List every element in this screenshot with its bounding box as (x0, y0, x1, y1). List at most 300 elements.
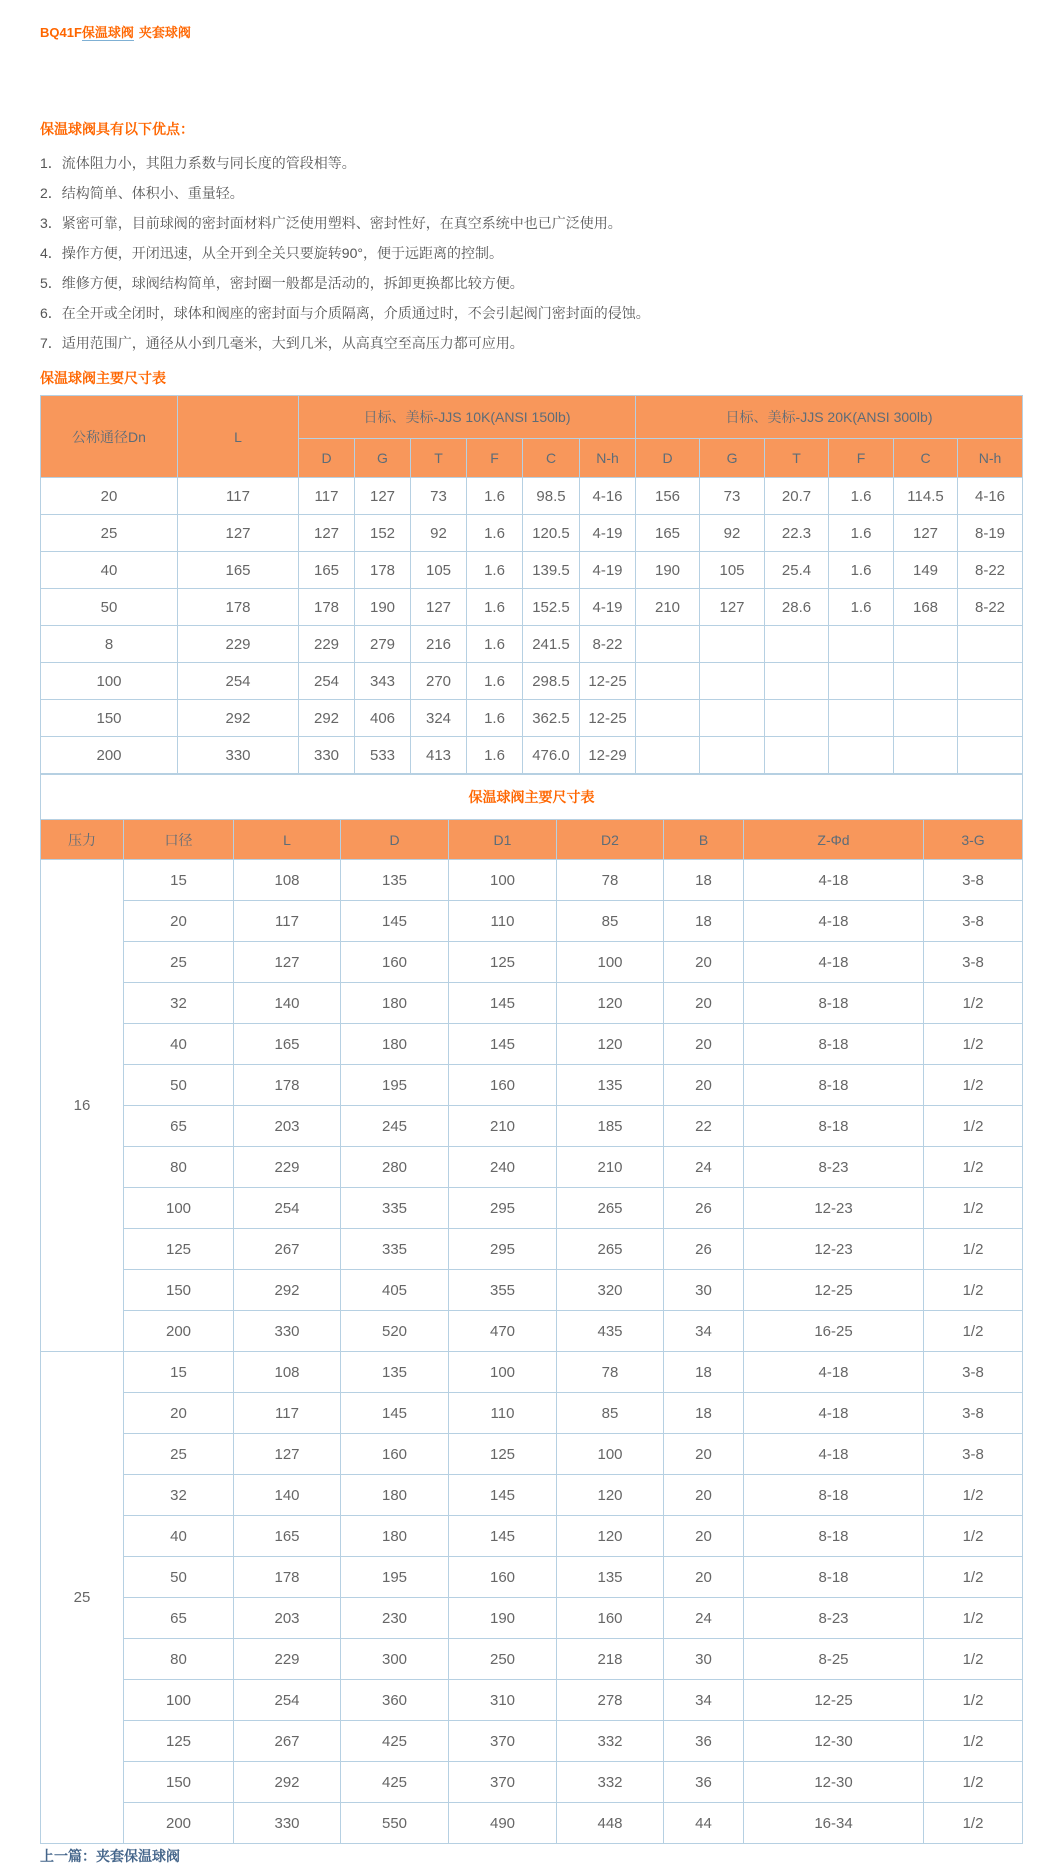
table2-row (41, 1270, 1023, 1311)
table2-cell: 229 (234, 1639, 341, 1680)
table2-cell: 405 (341, 1270, 449, 1311)
table2-row (41, 1639, 1023, 1680)
table1-cell: 8-19 (958, 515, 1023, 552)
table1-cell: 279 (355, 626, 411, 663)
table2-cell: 12-23 (744, 1188, 924, 1229)
table2-cell: 1/2 (924, 1516, 1023, 1557)
advantage-item: 5．维修方便，球阀结构简单，密封圈一般都是活动的，拆卸更换都比较方便。 (40, 275, 524, 291)
table1-cell: 229 (299, 626, 355, 663)
table1-row (41, 626, 1023, 663)
advantage-item: 1．流体阻力小，其阻力系数与同长度的管段相等。 (40, 155, 356, 171)
table2-header: L (234, 820, 341, 860)
table2-cell: 8-25 (744, 1639, 924, 1680)
dimensions-table-flange (40, 395, 1023, 774)
table2-cell: 34 (664, 1680, 744, 1721)
table2-cell: 278 (557, 1680, 664, 1721)
table2-cell: 218 (557, 1639, 664, 1680)
table2-cell: 370 (449, 1762, 557, 1803)
table2-cell: 1/2 (924, 1147, 1023, 1188)
table2-cell: 3-8 (924, 942, 1023, 983)
table1-subheader: C (523, 439, 580, 478)
table1-cell (765, 737, 829, 774)
table1-cell: 139.5 (523, 552, 580, 589)
table2-cell: 36 (664, 1762, 744, 1803)
table1-subheader: N-h (958, 439, 1023, 478)
table1-subheader: F (829, 439, 894, 478)
table2-cell: 332 (557, 1762, 664, 1803)
table1-cell (636, 737, 700, 774)
table2-cell: 26 (664, 1229, 744, 1270)
table1-cell: 117 (178, 478, 299, 515)
table1-cell: 178 (299, 589, 355, 626)
table1-cell: 324 (411, 700, 467, 737)
table1-group-header-row (41, 396, 1023, 439)
table2-cell: 1/2 (924, 1762, 1023, 1803)
table2-cell: 110 (449, 1393, 557, 1434)
table2-cell: 200 (124, 1311, 234, 1352)
table2-row (41, 1598, 1023, 1639)
table1-cell: 165 (178, 552, 299, 589)
table1-subheader: C (894, 439, 958, 478)
table1-cell (958, 700, 1023, 737)
table1-cell: 149 (894, 552, 958, 589)
table2-cell: 8-18 (744, 1557, 924, 1598)
table2-cell: 335 (341, 1229, 449, 1270)
table2-cell: 65 (124, 1106, 234, 1147)
table2-cell: 24 (664, 1598, 744, 1639)
table1-cell: 127 (894, 515, 958, 552)
table2-cell: 145 (341, 1393, 449, 1434)
title-product-link[interactable]: 保温球阀 (81, 25, 134, 40)
table2-cell: 490 (449, 1803, 557, 1844)
table2-cell: 4-18 (744, 1352, 924, 1393)
table1-cell: 292 (178, 700, 299, 737)
table2-cell: 44 (664, 1803, 744, 1844)
table2-cell: 1/2 (924, 1721, 1023, 1762)
table2-cell: 108 (234, 1352, 341, 1393)
table1-cell: 200 (41, 737, 178, 774)
table1-cell: 20.7 (765, 478, 829, 515)
table1-cell: 12-25 (580, 663, 636, 700)
table2-cell: 4-18 (744, 860, 924, 901)
table2-cell: 120 (557, 983, 664, 1024)
table2-cell: 1/2 (924, 1270, 1023, 1311)
table2-cell: 1/2 (924, 1311, 1023, 1352)
table1-subheader: N-h (580, 439, 636, 478)
table2-cell: 4-18 (744, 901, 924, 942)
table2-caption-row (41, 775, 1023, 820)
table2-cell: 26 (664, 1188, 744, 1229)
table1-cell (829, 737, 894, 774)
table1-cell: 25.4 (765, 552, 829, 589)
table2-cell: 240 (449, 1147, 557, 1188)
table2-row (41, 1352, 1023, 1393)
table1-subheader: D (636, 439, 700, 478)
table2-cell: 25 (124, 1434, 234, 1475)
table1-cell: 1.6 (467, 626, 523, 663)
table1-cell: 270 (411, 663, 467, 700)
table2-cell: 550 (341, 1803, 449, 1844)
table2-cell: 195 (341, 1557, 449, 1598)
table2-cell: 20 (124, 1393, 234, 1434)
table2-cell: 22 (664, 1106, 744, 1147)
table1-cell: 1.6 (829, 478, 894, 515)
table2-cell: 135 (341, 1352, 449, 1393)
table1-cell (700, 663, 765, 700)
table2-cell: 160 (449, 1065, 557, 1106)
table2-header: D2 (557, 820, 664, 860)
table2-cell: 320 (557, 1270, 664, 1311)
table1-cell: 120.5 (523, 515, 580, 552)
table2-cell: 1/2 (924, 1680, 1023, 1721)
table2-cell: 25 (124, 942, 234, 983)
table1-cell: 127 (299, 515, 355, 552)
table2-cell: 8-18 (744, 1516, 924, 1557)
table2-row (41, 1803, 1023, 1844)
table1-row (41, 478, 1023, 515)
table2-row (41, 983, 1023, 1024)
table1-heading: 保温球阀主要尺寸表 (40, 370, 166, 386)
pressure-cell: 16 (41, 860, 124, 1352)
table2-cell: 1/2 (924, 1106, 1023, 1147)
table2-cell: 160 (557, 1598, 664, 1639)
table2-cell: 295 (449, 1229, 557, 1270)
table2-cell: 178 (234, 1557, 341, 1598)
table1-cell: 190 (636, 552, 700, 589)
table2-cell: 100 (557, 942, 664, 983)
table2-cell: 3-8 (924, 1352, 1023, 1393)
table2-cell: 145 (341, 901, 449, 942)
table2-cell: 100 (557, 1434, 664, 1475)
table1-cell: 105 (700, 552, 765, 589)
table2-cell: 355 (449, 1270, 557, 1311)
table2-cell: 190 (449, 1598, 557, 1639)
table2-cell: 80 (124, 1147, 234, 1188)
table2-cell: 100 (124, 1680, 234, 1721)
table2-cell: 140 (234, 1475, 341, 1516)
table2-cell: 120 (557, 1516, 664, 1557)
table2-cell: 100 (449, 1352, 557, 1393)
table2-cell: 1/2 (924, 1639, 1023, 1680)
table1-cell: 1.6 (829, 552, 894, 589)
table2-body (41, 860, 1023, 1844)
table1-cell: 330 (178, 737, 299, 774)
table1-cell: 8-22 (958, 589, 1023, 626)
table1-cell: 1.6 (829, 589, 894, 626)
table1-cell: 100 (41, 663, 178, 700)
table2-cell: 8-18 (744, 1065, 924, 1106)
table2-cell: 108 (234, 860, 341, 901)
table2-header: Z-Φd (744, 820, 924, 860)
table2-cell: 160 (449, 1557, 557, 1598)
table2-cell: 145 (449, 983, 557, 1024)
table2-cell: 180 (341, 1516, 449, 1557)
table2-cell: 12-23 (744, 1229, 924, 1270)
table2-cell: 4-18 (744, 1393, 924, 1434)
table1-row (41, 663, 1023, 700)
table2-cell: 20 (664, 1024, 744, 1065)
table2-cell: 210 (449, 1106, 557, 1147)
table1-cell: 165 (299, 552, 355, 589)
table2-row (41, 1188, 1023, 1229)
table2-cell: 78 (557, 860, 664, 901)
table1-cell: 73 (700, 478, 765, 515)
table2-cell: 110 (449, 901, 557, 942)
pressure-cell: 25 (41, 1352, 124, 1844)
table1-cell: 254 (299, 663, 355, 700)
table2-cell: 160 (341, 942, 449, 983)
table2-row (41, 1024, 1023, 1065)
table2-cell: 20 (664, 1557, 744, 1598)
table2-cell: 8-23 (744, 1147, 924, 1188)
table2-cell: 370 (449, 1721, 557, 1762)
table2-cell: 295 (449, 1188, 557, 1229)
table1-cell (765, 626, 829, 663)
table2-row (41, 1721, 1023, 1762)
table1-cell: 292 (299, 700, 355, 737)
table1-cell (765, 700, 829, 737)
table2-cell: 140 (234, 983, 341, 1024)
table2-row (41, 1311, 1023, 1352)
table2-cell: 16-25 (744, 1311, 924, 1352)
table1-cell (894, 737, 958, 774)
table1-cell: 8-22 (958, 552, 1023, 589)
table2-cell: 127 (234, 942, 341, 983)
table2-cell: 18 (664, 1352, 744, 1393)
table2-cell: 1/2 (924, 1188, 1023, 1229)
table2-cell: 435 (557, 1311, 664, 1352)
table1-cell: 4-16 (958, 478, 1023, 515)
table1-cell: 4-16 (580, 478, 636, 515)
table1-cell (958, 626, 1023, 663)
table1-cell: 210 (636, 589, 700, 626)
table2-cell: 78 (557, 1352, 664, 1393)
advantage-item: 6．在全开或全闭时，球体和阀座的密封面与介质隔离，介质通过时，不会引起阀门密封面的侵蚀。 (40, 305, 650, 321)
table2-cell: 100 (449, 860, 557, 901)
table1-row (41, 515, 1023, 552)
table1-cell (894, 663, 958, 700)
table1-cell: 98.5 (523, 478, 580, 515)
table1-cell: 413 (411, 737, 467, 774)
table1-cell: 343 (355, 663, 411, 700)
table2-cell: 30 (664, 1270, 744, 1311)
table2-cell: 135 (557, 1557, 664, 1598)
table1-row (41, 552, 1023, 589)
table2-cell: 145 (449, 1475, 557, 1516)
table1-cell: 8 (41, 626, 178, 663)
table2-cell: 85 (557, 1393, 664, 1434)
table1-cell: 1.6 (467, 552, 523, 589)
table1-cell: 190 (355, 589, 411, 626)
table2-cell: 1/2 (924, 1598, 1023, 1639)
table2-cell: 3-8 (924, 860, 1023, 901)
table1-cell: 92 (411, 515, 467, 552)
table2-row (41, 1393, 1023, 1434)
advantages-list (40, 148, 1024, 358)
table2-cell: 330 (234, 1803, 341, 1844)
table2-cell: 18 (664, 860, 744, 901)
table2-cell: 4-18 (744, 1434, 924, 1475)
table1-cell: 92 (700, 515, 765, 552)
table1-cell: 1.6 (467, 700, 523, 737)
table2-cell: 20 (664, 1475, 744, 1516)
table2-cell: 150 (124, 1270, 234, 1311)
table1-body (41, 478, 1023, 774)
table2-row (41, 1762, 1023, 1803)
table2-cell: 195 (341, 1065, 449, 1106)
table1-cell (958, 737, 1023, 774)
table1-cell: 298.5 (523, 663, 580, 700)
table1-cell: 1.6 (467, 515, 523, 552)
advantage-item: 4．操作方便，开闭迅速，从全开到全关只要旋转90°，便于远距离的控制。 (40, 245, 503, 261)
table1-cell (700, 737, 765, 774)
table2-cell: 8-23 (744, 1598, 924, 1639)
table1-cell: 533 (355, 737, 411, 774)
table2-cell: 360 (341, 1680, 449, 1721)
table2-cell: 8-18 (744, 1106, 924, 1147)
table2-cell: 20 (664, 942, 744, 983)
table2-cell: 180 (341, 1024, 449, 1065)
table1-cell: 4-19 (580, 515, 636, 552)
table2-row (41, 1475, 1023, 1516)
table1-cell: 114.5 (894, 478, 958, 515)
table2-cell: 20 (664, 1516, 744, 1557)
table2-cell: 3-8 (924, 901, 1023, 942)
table2-row (41, 1557, 1023, 1598)
table2-row (41, 860, 1023, 901)
table1-cell: 50 (41, 589, 178, 626)
table1-cell: 8-22 (580, 626, 636, 663)
table2-cell: 210 (557, 1147, 664, 1188)
table2-cell: 470 (449, 1311, 557, 1352)
table2-cell: 135 (341, 860, 449, 901)
dimensions-table-pressure (40, 774, 1023, 1844)
table1-cell: 178 (355, 552, 411, 589)
table2-header-row (41, 820, 1023, 860)
table1-cell: 4-19 (580, 552, 636, 589)
table2-cell: 1/2 (924, 983, 1023, 1024)
page-title (40, 0, 1024, 41)
table2-cell: 265 (557, 1229, 664, 1270)
table2-cell: 120 (557, 1475, 664, 1516)
table1-subheader: G (355, 439, 411, 478)
table1-cell (636, 626, 700, 663)
title-suffix: 夹套球阀 (138, 25, 191, 40)
table2-cell: 160 (341, 1434, 449, 1475)
table2-row (41, 1229, 1023, 1270)
table2-cell: 230 (341, 1598, 449, 1639)
table1-cell: 1.6 (467, 737, 523, 774)
table1-cell: 127 (700, 589, 765, 626)
table2-row (41, 1434, 1023, 1475)
table2-cell: 24 (664, 1147, 744, 1188)
table2-cell: 100 (124, 1188, 234, 1229)
table2-cell: 300 (341, 1639, 449, 1680)
table1-cell: 40 (41, 552, 178, 589)
table2-cell: 292 (234, 1762, 341, 1803)
table1-cell (829, 700, 894, 737)
table2-cell: 1/2 (924, 1024, 1023, 1065)
table2-cell: 125 (449, 1434, 557, 1475)
table1-cell: 105 (411, 552, 467, 589)
table2-cell: 267 (234, 1721, 341, 1762)
table2-header: D (341, 820, 449, 860)
table1-cell: 28.6 (765, 589, 829, 626)
table2-cell: 12-25 (744, 1680, 924, 1721)
table1-cell: 156 (636, 478, 700, 515)
table2-row (41, 1516, 1023, 1557)
table2-row (41, 942, 1023, 983)
table1-cell: 1.6 (467, 478, 523, 515)
table1-cell (765, 663, 829, 700)
table1-cell: 254 (178, 663, 299, 700)
table1-subheader: F (467, 439, 523, 478)
table2-cell: 4-18 (744, 942, 924, 983)
table2-cell: 8-18 (744, 1475, 924, 1516)
table2-cell: 135 (557, 1065, 664, 1106)
table2-cell: 125 (124, 1721, 234, 1762)
table2-cell: 40 (124, 1024, 234, 1065)
table1-cell: 127 (355, 478, 411, 515)
table2-cell: 20 (664, 1434, 744, 1475)
table2-cell: 20 (664, 983, 744, 1024)
table1-header-group-10k: 日标、美标-JJS 10K(ANSI 150lb) (299, 396, 636, 439)
table2-cell: 250 (449, 1639, 557, 1680)
table2-cell: 520 (341, 1311, 449, 1352)
table2-cell: 180 (341, 1475, 449, 1516)
table1-row (41, 737, 1023, 774)
table2-row (41, 901, 1023, 942)
table1-cell: 127 (411, 589, 467, 626)
table2-cell: 34 (664, 1311, 744, 1352)
table2-cell: 12-25 (744, 1270, 924, 1311)
table2-header: 口径 (124, 820, 234, 860)
table2-cell: 16-34 (744, 1803, 924, 1844)
table2-cell: 335 (341, 1188, 449, 1229)
table1-cell: 1.6 (829, 515, 894, 552)
advantage-item: 3．紧密可靠，目前球阀的密封面材料广泛使用塑料、密封性好，在真空系统中也已广泛使用。 (40, 215, 622, 231)
table2-cell: 1/2 (924, 1065, 1023, 1106)
table2-cell: 18 (664, 901, 744, 942)
table1-cell (829, 663, 894, 700)
table1-subheader: T (765, 439, 829, 478)
table1-subheader: G (700, 439, 765, 478)
table2-header: 压力 (41, 820, 124, 860)
table1-cell: 476.0 (523, 737, 580, 774)
table2-cell: 448 (557, 1803, 664, 1844)
table2-cell: 125 (449, 942, 557, 983)
table2-cell: 1/2 (924, 1557, 1023, 1598)
advantage-item: 7．适用范围广，通径从小到几毫米，大到几米，从高真空至高压力都可应用。 (40, 335, 524, 351)
table2-cell: 65 (124, 1598, 234, 1639)
table1-cell (636, 663, 700, 700)
table1-cell: 1.6 (467, 663, 523, 700)
table2-cell: 330 (234, 1311, 341, 1352)
table1-cell: 73 (411, 478, 467, 515)
table1-subheader: D (299, 439, 355, 478)
table2-cell: 125 (124, 1229, 234, 1270)
table2-cell: 80 (124, 1639, 234, 1680)
advantage-item: 2．结构简单、体积小、重量轻。 (40, 185, 244, 201)
table2-header: D1 (449, 820, 557, 860)
table1-cell: 152 (355, 515, 411, 552)
table2-row (41, 1065, 1023, 1106)
table2-cell: 3-8 (924, 1393, 1023, 1434)
table2-row (41, 1147, 1023, 1188)
table2-cell: 203 (234, 1598, 341, 1639)
table1-cell: 20 (41, 478, 178, 515)
table2-cell: 50 (124, 1065, 234, 1106)
